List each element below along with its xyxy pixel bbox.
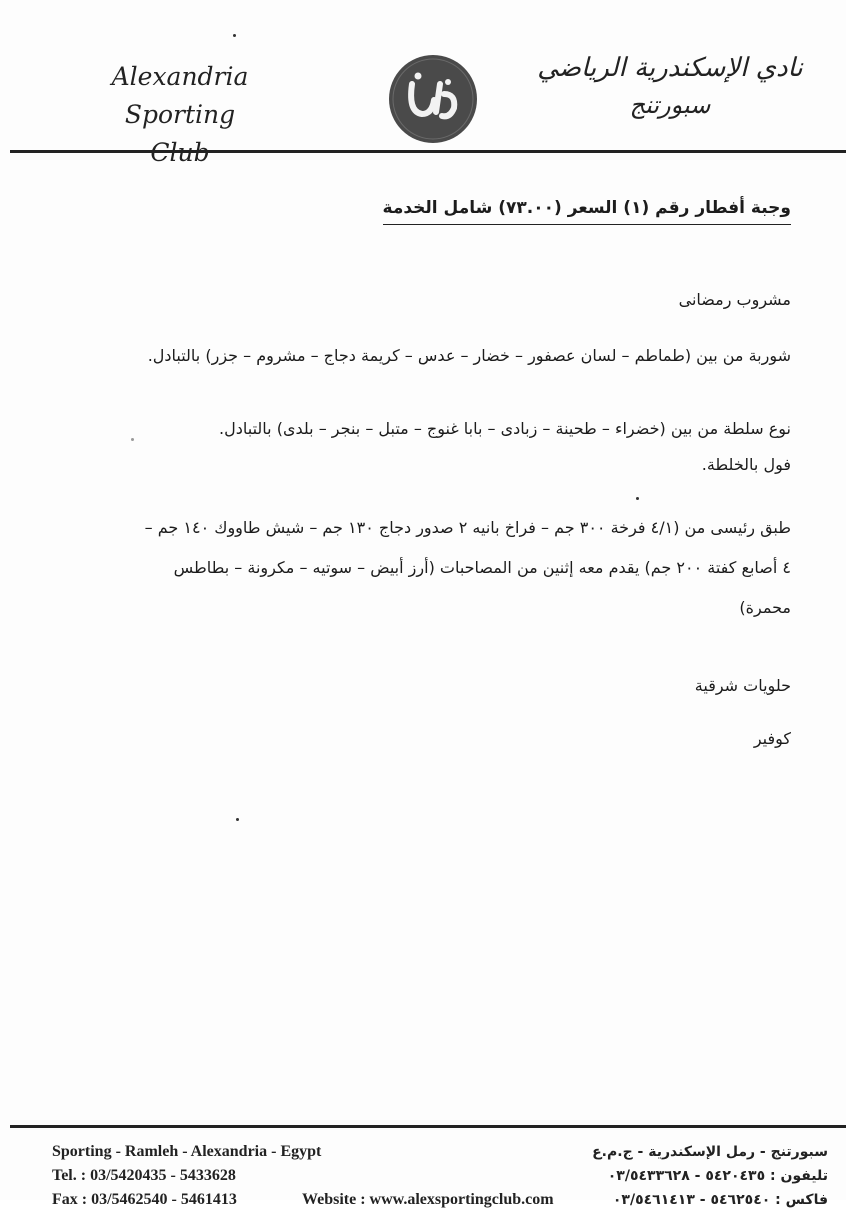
footer-tel-en: Tel. : 03/5420435 - 5433628 — [52, 1167, 236, 1184]
scan-speck — [636, 497, 639, 500]
scan-speck — [131, 438, 134, 441]
footer-address-ar: سبورتنج - رمل الإسكندرية - ج.م.ع — [592, 1144, 828, 1160]
footer-website: Website : www.alexsportingclub.com — [302, 1191, 554, 1208]
menu-item-dessert — [60, 666, 791, 706]
footer-fax-en: Fax : 03/5462540 - 5461413 — [52, 1191, 237, 1208]
menu-item-drink — [60, 280, 791, 320]
club-name-english-line2: Club — [150, 138, 210, 167]
club-name-english-line1: Alexandria Sporting — [111, 62, 249, 129]
menu-item-salad — [60, 411, 791, 483]
menu-item-line: فول بالخلطة. — [701, 455, 791, 474]
club-name-arabic-line1: نادي الإسكندرية الرياضي — [537, 53, 803, 83]
footer-fax-ar: فاكس : ٥٤٦٢٥٤٠ - ٠٣/٥٤٦١٤١٣ — [612, 1192, 828, 1208]
club-name-arabic — [520, 48, 820, 122]
menu-item-line: مشروب رمضانى — [678, 290, 791, 309]
menu-item-line: كوفير — [753, 729, 791, 748]
menu-item-coffee — [60, 719, 791, 759]
menu-item-line: ٤ أصابع كفتة ٢٠٠ جم) يقدم معه إثنين من المصاحبات (أرز أبيض – سوتيه – مكرونة – بطاطس — [173, 558, 791, 577]
scan-speck — [233, 34, 236, 37]
menu-item-line: شوربة من بين (طماطم – لسان عصفور – خضار – عدس – كريمة دجاج – مشروم – جزر) بالتبادل. — [147, 346, 791, 365]
footer-address-en: Sporting - Ramleh - Alexandria - Egypt — [52, 1143, 322, 1160]
footer-arabic — [592, 1140, 828, 1212]
menu-item-soup — [60, 336, 791, 376]
menu-item-main-course — [60, 508, 791, 628]
footer-divider — [10, 1125, 846, 1128]
menu-item-line: طبق رئيسى من (٤/١ فرخة ٣٠٠ جم – فراخ بانيه ٢ صدور دجاج ١٣٠ جم – شيش طاووك ١٤٠ جم – — [144, 518, 791, 537]
menu-item-line: حلويات شرقية — [694, 676, 791, 695]
club-logo-icon — [388, 54, 478, 144]
scan-speck — [236, 818, 239, 821]
header-divider — [10, 150, 846, 153]
footer-english — [52, 1140, 554, 1212]
club-name-english — [55, 58, 305, 172]
club-name-arabic-line2: سبورتنج — [629, 91, 711, 119]
menu-item-line: محمرة) — [739, 598, 791, 617]
menu-item-line: نوع سلطة من بين (خضراء – طحينة – زبادى – بابا غنوج – متبل – بنجر – بلدى) بالتبادل. — [219, 419, 791, 438]
menu-heading: وجبة أفطار رقم (١) السعر (٧٣.٠٠) شامل الخدمة — [383, 192, 791, 225]
footer-tel-ar: تليفون : ٥٤٢٠٤٣٥ - ٠٣/٥٤٣٣٦٢٨ — [607, 1168, 828, 1184]
